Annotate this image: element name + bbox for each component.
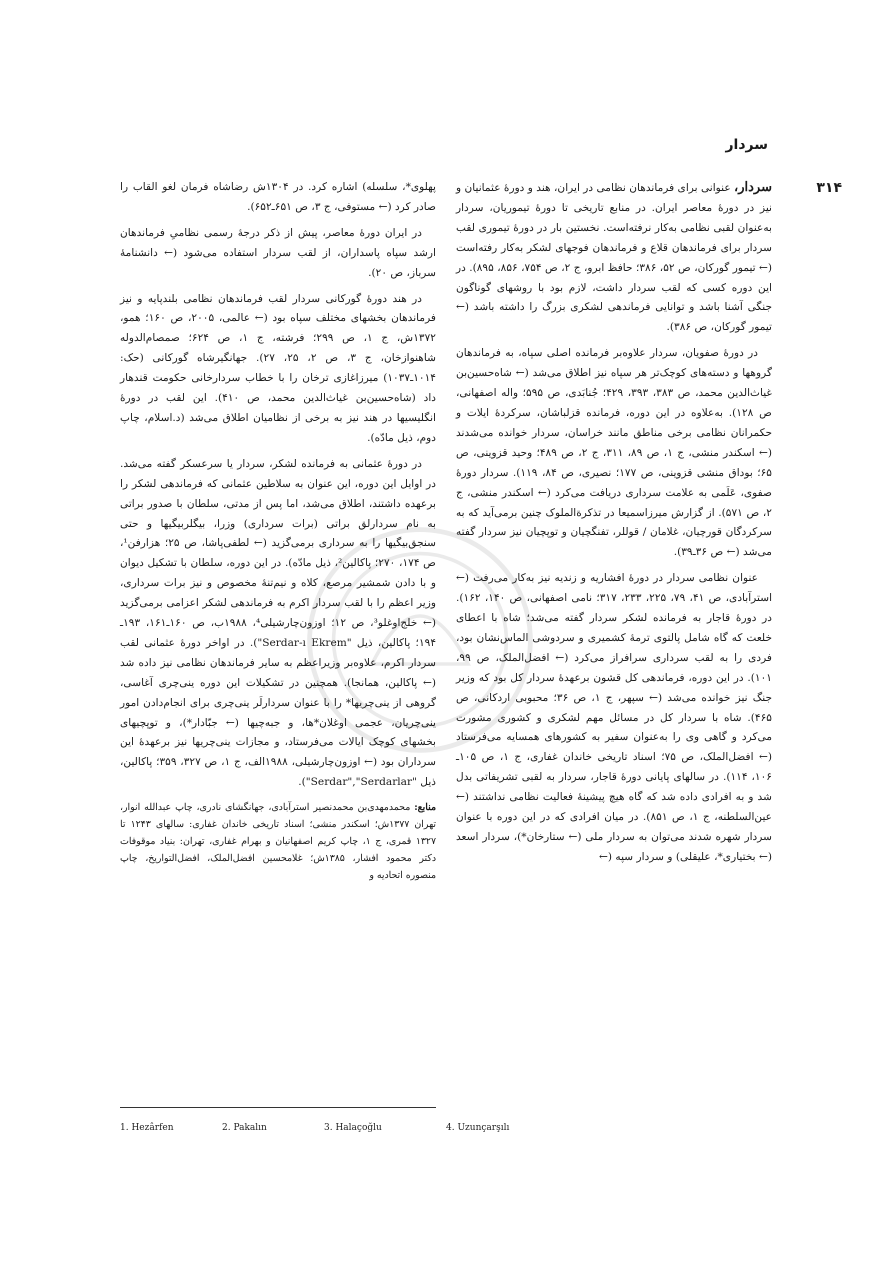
sources-paragraph — [120, 799, 436, 884]
paragraph-india: در هند دورۀ گورکانی سردار لقب فرماندهان نظامی بلندپایه و نیز فرماندهان بخشهای مختلف سپاه بود (← عالمی، ۲۰۰۵، ص ۱۶۰؛ همو، ۱۳۷۲ش، ج ۱، ص ۲۹۹؛ فرشته، ج ۱، ص ۶۲۴؛ صمصام‌الدوله شاهنوازخان، ج ۳، ص ۲، ۲۵، ۲۷). جهانگیرشاه گورکانی (حک: ۱۰۱۴ـ۱۰۳۷) میرزاغازی ترخان را با خطاب سردارخانی حکومت قندهار داد (شاه‌حسین‌بن غیاث‌الدین محمد، ص ۴۱۰). این لقب در دورۀ انگلیسیها در هند نیز به برخی از نظامیان اطلاق می‌شد (د.اسلام، چاپ دوم، ذیل مادّه). — [120, 292, 436, 444]
footnote-3: 3. Halaçoğlu — [324, 1123, 382, 1133]
sources-text: محمدمهدی‌بن محمدنصیر استرآبادی، جهانگشای نادری، چاپ عبدالله انوار، تهران ۱۳۷۷ش؛ اسکندر منشی؛ اسناد تاریخی خاندان غفاری: سالهای ۱۲۴۳ تا ۱۳۲۷ قمری، ج ۱، چاپ کریم اصفهانیان و بهرام غفاری، تهران: بنیاد موقوفات دکتر محمود افشار، ۱۳۸۵ش؛ غلامحسین افضل‌الملک، افضل‌التواریخ، چاپ منصوره اتحادیه و — [120, 802, 436, 882]
sources-label: منابع: — [414, 802, 436, 814]
text-columns — [120, 178, 773, 882]
entry-headword: سردار، — [734, 180, 772, 195]
footnote-1: 1. Hezârfen — [120, 1123, 174, 1133]
left-column — [120, 178, 437, 882]
entry-intro-paragraph — [456, 178, 772, 338]
paragraph-pahlavi: پهلوی*، سلسله) اشاره کرد. در ۱۳۰۴ش رضاشاه فرمان لغو القاب را صادر کرد (← مستوفی، ج ۳، ص ۶۵۱ـ۶۵۲). — [120, 181, 436, 213]
paragraph-safavid: در دورۀ صفویان، سردار علاوه‌بر فرمانده اصلی سپاه، به فرماندهان گروهها و دسته‌های کوچک‌تر هر سپاه نیز اطلاق می‌شد (← شاه‌حسین‌بن غیاث‌الدین محمد، ص ۳۸۳، ۳۹۳، ۴۲۹؛ جُنابَدی، ص ۵۹۵؛ واله اصفهانی، ص ۱۲۸). به‌علاوه در این دوره، فرمانده قزلباشان، سرکردۀ ایلات و حکمرانان نظامی برخی مناطق مانند خراسان، سردار خوانده می‌شدند (← اسکندر منشی، ج ۱، ص ۸۹، ۳۱۱، ج ۲، ص ۴۸۹؛ وحید قزوینی، ص ۶۵؛ بوداق منشی قزوینی، ص ۱۷۷؛ نصیری، ص ۸۴، ۱۱۹). سردار دورۀ صفوی، عَلَمی به علامت سرداری دریافت می‌کرد (← اسکندر منشی، ج ۲، ص ۵۷۱). از گزارش میرزاسمیعا در تذکرة‌الملوک چنین برمی‌آید که به سرکردگان قورچیان، غلامان / قوللر، تفنگچیان و توپچیان نیز سردار گفته می‌شد (← ص ۳۶ـ۳۹). — [456, 347, 773, 559]
footnotes — [120, 1123, 772, 1139]
footnote-4: 4. Uzunçarşılı — [446, 1123, 510, 1133]
paragraph-ottoman: در دورۀ عثمانی به فرمانده لشکر، سردار یا سرعسکر گفته می‌شد. در اوایل این دوره، این عنوان به سلاطین عثمانی که فرماندهی لشکر را برعهده داشتند، اطلاق می‌شد، اما پس از مدتی، سلطان با صدور براتی به نام سردارلق براتی (برات سرداری) وزرا، بیگلربیگیها و حتی سنجق‌بیگیها را به سرداری برمی‌گزید (← لطفی‌پاشا، ص ۲۵؛ هزارفن¹، ص ۱۷۴، ۲۷۰؛ پاکالین²، ذیل مادّه). در این دوره، سلطان با تشکیل دیوان و با دادن شمشیر مرصع، کلاه و نیم‌تنۀ مخصوص و نیز برات سرداری، وزیر اعظم را با لقب سردار اکرم به فرماندهی لشکر اعزامی برمی‌گزید (← خلج‌اوغلو³، ص ۱۲؛ اوزون‌چارشیلی⁴، ۱۹۸۸ب، ص ۱۶۰ـ۱۶۱، ۱۹۳ـ ۱۹۴؛ پاکالین، ذیل "Serdar-ı Ekrem"). در اواخر دورۀ عثمانی لقب سردار اکرم، علاوه‌بر وزیراعظم به سایر فرماندهان نظامی نیز داده شد (← پاکالین، همانجا). همچنین در تشکیلات این دوره ینی‌چری آغاسی، گروهی از ینی‌چریها* را با عنوان سردارلَر ینی‌چری برای انجام‌دادن امور ینی‌چریان، عجمی اوغلان*ها، و جبه‌چیها (← جبّادار*)، و توپچیهای بخشهای کوچک ایالات می‌فرستاد، و مجازات ینی‌چریها نیز برعهدۀ این سرداران بود (← اوزون‌چارشیلی، ۱۹۸۸الف، ج ۱، ص ۳۲۷، ۳۵۹؛ پاکالین، ذیل "Serdar","Serdarlar"). — [120, 457, 437, 789]
footnote-divider — [120, 1107, 436, 1108]
paragraph-text: عنوانی برای فرماندهان نظامی در ایران، هند و دورۀ عثمانیان و نیز در دورۀ معاصر ایران. در منابع تاریخی تا دورۀ تیموریان، سردار به‌عنوان لقبی نظامی به‌کار نرفته‌است. نخستین بار در دورۀ تیموری لقب سردار برای فرماندهان قلاع و فرماندهان فوجهای لشکر به‌کار رفته‌است (← تیمور گورکان، ص ۵۲، ۳۸۶؛ حافظ ابرو، ج ۲، ص ۷۵۴، ۸۵۶، ۸۹۵). در این دوره کسی که لقب سردار داشت، لازم بود با روشهای گوناگون جنگی آشنا باشد و توانایی فرماندهی لشکری بزرگ را داشته باشد (← تیمور گورکان، ص ۳۸۶). — [456, 182, 772, 334]
running-head: سردار — [725, 137, 768, 153]
footnote-2: 2. Pakalın — [222, 1123, 267, 1133]
right-column — [456, 178, 773, 863]
paragraph-contemporary-iran: در ایران دورۀ معاصر، پیش از ذکر درجۀ رسمی نظامیِ فرماندهان ارشد سپاه پاسداران، از لقب سردار استفاده می‌شود (← دانشنامۀ سرباز، ص ۲۰). — [120, 226, 436, 279]
page-number: ۳۱۴ — [816, 180, 842, 196]
paragraph-afsharid-qajar: عنوان نظامی سردار در دورۀ افشاریه و زندیه نیز به‌کار می‌رفت (← استرآبادی، ص ۴۱، ۷۹، ۲۲۵، ۲۳۳، ۳۱۷؛ نامی اصفهانی، ص ۱۴۰، ۱۶۲). در دورۀ قاجار به فرمانده لشکر سردار گفته می‌شد؛ شاه با اعطای خلعت که گاه شامل پالتوی ترمۀ کشمیری و سردوشی الماس‌نشان بود، فردی را به لقب سرداری سرافراز می‌کرد (← افضل‌الملک، ص ۹۹، ۱۰۱). در این دوره، فرماندهی کل قشون برعهدۀ سردار کل بود که وزیر جنگ نیز خوانده می‌شد (← سپهر، ج ۱، ص ۳۶؛ محبوبی اردکانی، ص ۴۶۵). شاه با سردار کل در مسائل مهم لشکری و کشوری مشورت می‌کرد و گاهی وی را به‌عنوان سفیر به کشورهای همسایه می‌فرستاد (← افضل‌الملک، ص ۷۵؛ اسناد تاریخی خاندان غفاری، ج ۱، ص ۱۰۵ـ ۱۰۶، ۱۱۴). در سالهای پایانی دورۀ قاجار، سردار به لقبی تشریفاتی بدل شد و به افرادی داده شد که گاه هیچ پیشینۀ فعالیت نظامی نداشتند (← عین‌السلطنه، ج ۱، ص ۸۵۱). در میان افرادی که در این دوره با عنوان سردار شهره شدند می‌توان به سردار ملی (← ستارخان*)، سردار اسعد (← بختیاری*، علیقلی) و سردار سپه (← — [456, 572, 773, 863]
